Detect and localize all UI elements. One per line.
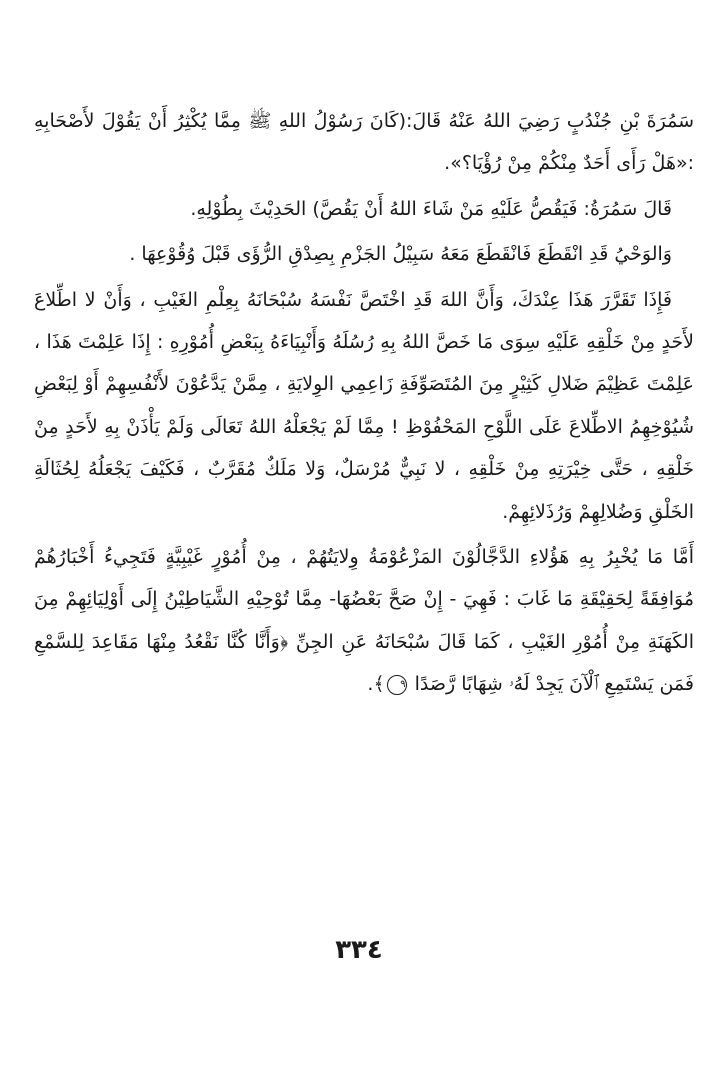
paragraph-hadith: سَمُرَةَ بْنِ جُنْدُبٍ رَضِيَ اللهُ عَنْهُ قَالَ:(كَانَ رَسُوْلُ اللهِ ﷺ مِمَّا يُكْثِرُ أَنْ يَقُوْلَ لأَصْحَابِهِ :«هَلْ رَأَى أَحَدٌ مِنْكُمْ مِنْ رُؤْيَا؟». xyxy=(34,110,694,175)
paragraph-samura: قَالَ سَمُرَةُ: فَيَقُصُّ عَلَيْهِ مَنْ شَاءَ اللهُ أَنْ يَقُصَّ) الحَدِيْثَ بِطُوْلِهِ. xyxy=(190,197,672,220)
paragraph-unseen-knowledge: فَإِذَا تَقَرَّرَ هَذَا عِنْدَكَ، وَأَنَّ اللهَ قَدِ اخْتَصَّ نَفْسَهُ سُبْحَانَهُ بِعِلْمِ الغَيْبِ ، وَأَنْ لا اطِّلاعَ لأَحَدٍ مِنْ خَلْقِهِ عَلَيْهِ سِوَى مَا خَصَّ اللهُ بِهِ رُسُلَهُ وَأَنْبِيَاءَهُ بِبَعْضِ أُمُوْرِهِ : إِذَا عَلِمْتَ هَذَا ، عَلِمْتَ عَظِيْمَ ضَلالِ كَثِيْرٍ مِنَ المُتَصَوِّفَةِ زَاعِمِي الوِلايَةِ ، مِمَّنْ يَدَّعُوْنَ لأَنْفُسِهِمْ أَوْ لِبَعْضِ شُيُوْخِهِمُ الاطِّلاعَ عَلَى اللَّوْحِ المَحْفُوْظِ ! مِمَّا لَمْ يَجْعَلْهُ اللهُ تَعَالَى وَلَمْ يَأْذَنْ بِهِ لأَحَدٍ مِنْ خَلْقِهِ ، حَتَّى خِيْرَتِهِ مِنْ خَلْقِهِ ، لا نَبِيٌّ مُرْسَلٌ، وَلا مَلَكٌ مُقَرَّبٌ ، فَكَيْفَ يَجْعَلُهُ لِحُثَالَةِ الخَلْقِ وَضُلالِهِمْ وَرُذَلائِهِمْ. xyxy=(34,288,694,523)
paragraph-soothsayers-text: أَمَّا مَا يُخْبِرُ بِهِ هَؤُلاءِ الدَّجَّالُوْنَ المَزْعُوْمَةُ وِلايَتُهُمْ ، مِنْ أُمُوْرٍ غَيْبِيَّةٍ فَتَجِيءُ أَخْبَارُهُمْ مُوَافِقَةً لِحَقِيْقَةِ مَا غَابَ : فَهِيَ - إِنْ صَحَّ بَعْضُهَا- مِمَّا تُوْحِيْهِ الشَّيَاطِيْنُ إِلَى أَوْلِيَائِهِمْ مِنَ الكَهَنَةِ مِنْ أُمُوْرِ الغَيْبِ ، كَمَا قَالَ سُبْحَانَهُ عَنِ الجِنِّ ﴿وَأَنَّا كُنَّا نَقْعُدُ مِنْهَا مَقَاعِدَ لِلسَّمْعِ فَمَن يَسْتَمِعِ ٱلْآنَ يَجِدْ لَهُۥ شِهَابًا رَّصَدًا xyxy=(34,546,694,696)
page-number: ٣٣٤ xyxy=(335,935,383,965)
paragraph-soothsayers xyxy=(34,536,694,706)
body-text xyxy=(34,100,694,706)
verse-number-marker: ٩ xyxy=(387,675,407,695)
verse-close-bracket: ﴾. xyxy=(367,673,385,696)
paragraph-revelation: وَالوَحْيُ قَدِ انْقَطَعَ فَانْقَطَعَ مَعَهُ سَبِيْلُ الجَزْمِ بِصِدْقِ الرُّؤَى قَبْلَ وُقُوْعِهَا . xyxy=(129,243,672,266)
